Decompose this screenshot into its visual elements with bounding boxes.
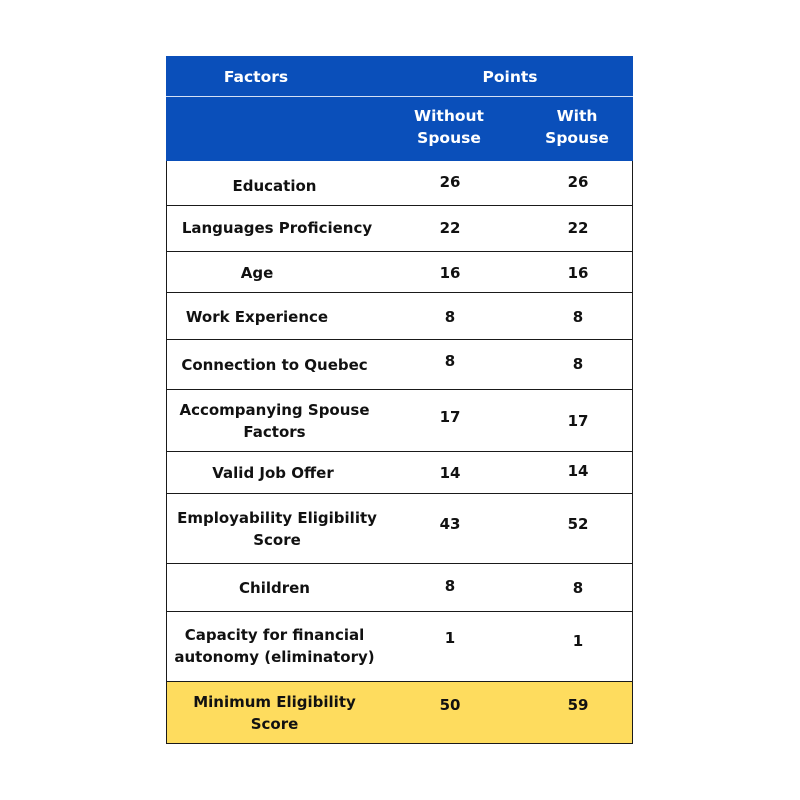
table-row [167, 494, 632, 564]
without-spouse-value: 17 [439, 408, 461, 426]
without-spouse-value: 43 [439, 515, 461, 533]
table-row [167, 612, 632, 682]
with-spouse-value: 26 [567, 173, 589, 191]
minimum-score-row [167, 682, 632, 743]
with-spouse-value: 16 [567, 264, 589, 282]
factor-label: Children [239, 579, 310, 597]
with-spouse-header: With Spouse [545, 107, 609, 147]
factor-label: Accompanying Spouse Factors [179, 401, 370, 441]
with-spouse-value: 52 [567, 515, 589, 533]
table-row [167, 252, 632, 293]
table-row [167, 390, 632, 452]
points-header: Points [482, 68, 538, 86]
without-spouse-value: 50 [439, 696, 461, 714]
factor-label: Education [232, 177, 317, 195]
with-spouse-value: 22 [567, 219, 589, 237]
without-spouse-value: 26 [439, 173, 461, 191]
table-row [167, 206, 632, 252]
table-header-top [166, 56, 633, 97]
factor-label: Connection to Quebec [181, 356, 368, 374]
factor-label: Age [240, 264, 274, 282]
with-spouse-value: 14 [567, 462, 589, 480]
with-spouse-value: 1 [572, 632, 584, 650]
factor-label: Minimum Eligibility Score [193, 693, 356, 733]
without-spouse-value: 22 [439, 219, 461, 237]
with-spouse-value: 17 [567, 412, 589, 430]
table-row [167, 293, 632, 340]
without-spouse-value: 8 [444, 308, 456, 326]
factors-header: Factors [223, 68, 289, 86]
without-spouse-value: 16 [439, 264, 461, 282]
points-table [166, 56, 633, 744]
with-spouse-value: 8 [572, 579, 584, 597]
factor-label: Employability Eligibility Score [177, 509, 377, 549]
without-spouse-value: 14 [439, 464, 461, 482]
with-spouse-value: 59 [567, 696, 589, 714]
table-row [167, 452, 632, 494]
table-header-sub [166, 97, 633, 161]
factor-label: Work Experience [185, 308, 329, 326]
table-row [167, 340, 632, 390]
factor-label: Valid Job Offer [212, 464, 334, 482]
without-spouse-value: 8 [444, 352, 456, 370]
factor-label: Capacity for financial autonomy (eliminatory) [174, 626, 375, 666]
table-row [167, 161, 632, 206]
without-spouse-header: Without Spouse [414, 107, 484, 147]
factor-label: Languages Proficiency [181, 219, 373, 237]
without-spouse-value: 8 [444, 577, 456, 595]
with-spouse-value: 8 [572, 308, 584, 326]
with-spouse-value: 8 [572, 355, 584, 373]
table-row [167, 564, 632, 612]
without-spouse-value: 1 [444, 629, 456, 647]
